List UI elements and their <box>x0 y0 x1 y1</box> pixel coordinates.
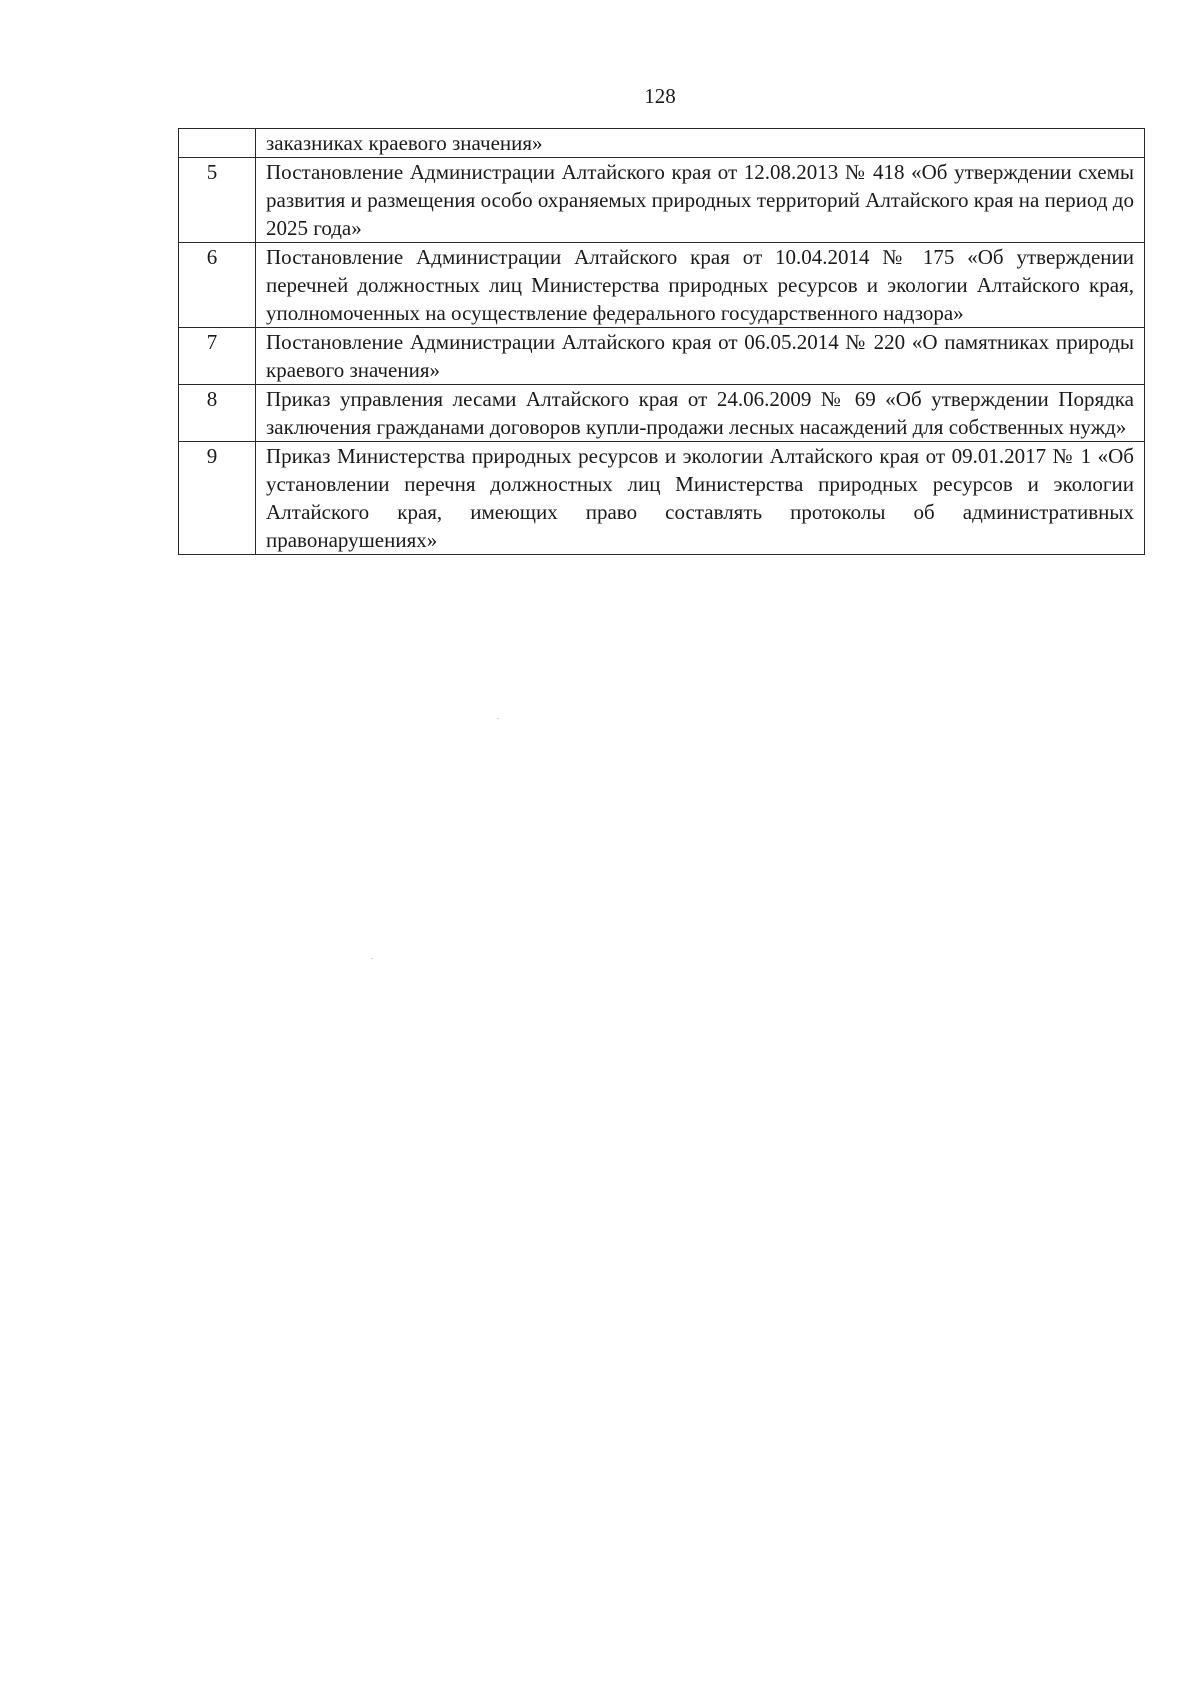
scan-speck <box>497 718 499 719</box>
row-number: 7 <box>179 328 256 385</box>
document-table <box>178 128 1145 555</box>
table-row <box>179 442 1145 555</box>
row-number: 5 <box>179 158 256 243</box>
scan-speck <box>371 958 373 959</box>
table-row <box>179 328 1145 385</box>
table-row <box>179 243 1145 328</box>
row-text: Приказ управления лесами Алтайского края от 24.06.2009 № 69 «Об утверждении Порядка заключения гражданами договоров купли-продажи лесных насаждений для собственных нужд» <box>256 385 1145 442</box>
row-text: Постановление Администрации Алтайского края от 10.04.2014 № 175 «Об утверждении перечней должностных лиц Министерства природных ресурсов и экологии Алтайского края, уполномоченных на осуществление федерального государственного надзора» <box>256 243 1145 328</box>
row-number <box>179 129 256 158</box>
table-row <box>179 385 1145 442</box>
row-number: 8 <box>179 385 256 442</box>
row-number: 9 <box>179 442 256 555</box>
table-row <box>179 158 1145 243</box>
row-text: Приказ Министерства природных ресурсов и экологии Алтайского края от 09.01.2017 № 1 «Об установлении перечня должностных лиц Министерства природных ресурсов и экологии Алтайского края, имеющих право составлять протоколы об административных правонарушениях» <box>256 442 1145 555</box>
row-number: 6 <box>179 243 256 328</box>
row-text: Постановление Администрации Алтайского края от 12.08.2013 № 418 «Об утверждении схемы развития и размещения особо охраняемых природных территорий Алтайского края на период до 2025 года» <box>256 158 1145 243</box>
table-row <box>179 129 1145 158</box>
page-number: 128 <box>644 84 676 108</box>
row-text: заказниках краевого значения» <box>256 129 1145 158</box>
row-text: Постановление Администрации Алтайского края от 06.05.2014 № 220 «О памятниках природы краевого значения» <box>256 328 1145 385</box>
